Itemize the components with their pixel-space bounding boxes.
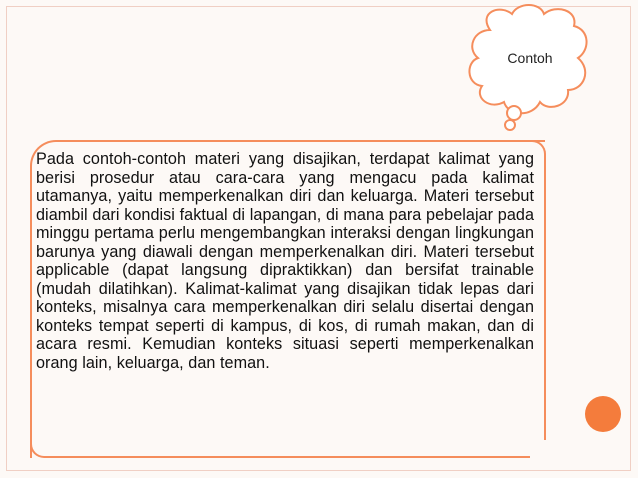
decorative-dot <box>585 396 621 432</box>
body-paragraph: Pada contoh-contoh materi yang disajikan, terdapat kalimat yang berisi prosedur atau cara-cara yang mengacu pada kalimat utamanya, yaitu memperkenalkan diri dan keluarga. Materi tersebut diambil dari kondisi faktual di lapangan, di mana para pebelajar pada minggu pertama perlu mengembangkan interaksi dengan lingkungan barunya yang diawali dengan memperkenalkan diri. Materi tersebut applicable (dapat langsung dipraktikkan) dan bersifat trainable (mudah dilatihkan). Kalimat-kalimat yang disajikan tidak lepas dari konteks, misalnya cara memperkenalkan diri selalu disertai dengan konteks tempat seperti di kampus, di kos, di rumah makan, dan di acara resmi. Kemudian konteks situasi seperti memperkenalkan orang lain, keluarga, dan teman. <box>36 150 534 372</box>
callout-label: Contoh <box>507 50 553 66</box>
content-box-bottom-edge <box>30 442 530 458</box>
